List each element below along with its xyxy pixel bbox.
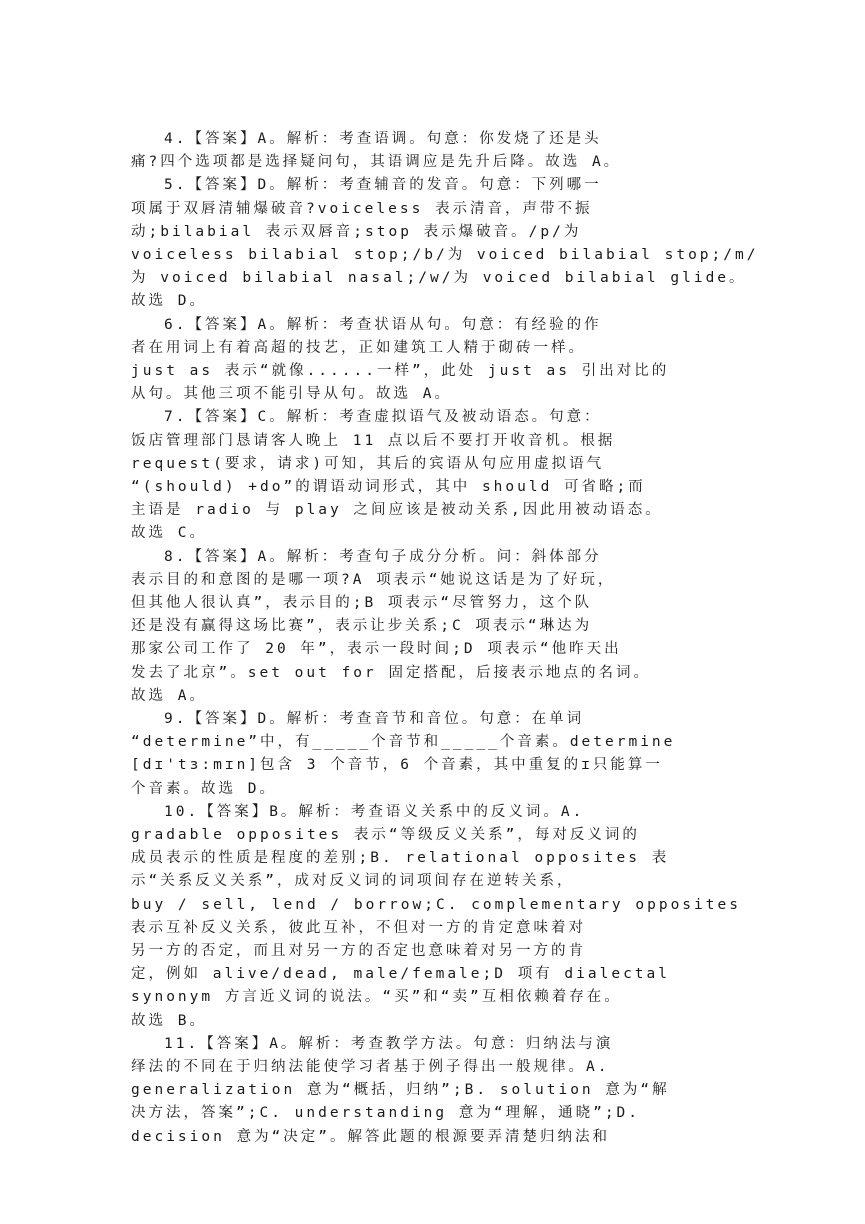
text-line: 示“关系反义关系”，成对反义词的词项间存在逆转关系， — [131, 873, 575, 890]
text-line: just as 表示“就像......一样”，此处 just as 引出对比的 — [131, 363, 670, 379]
text-line: generalization 意为“概括，归纳”;B. solution 意为“解 — [131, 1082, 670, 1099]
text-line: 决方法，答案”;C. understanding 意为“理解，通晓”;D. — [131, 1105, 641, 1122]
question-explanation-start: 9.【答案】D。解析：考查音节和音位。句意：在单词 — [164, 711, 585, 727]
text-line: 但其他人很认真”，表示目的;B 项表示“尽管努力，这个队 — [131, 595, 593, 611]
question-explanation-start: 6.【答案】A。解析：考查状语从句。句意：有经验的作 — [164, 316, 602, 333]
text-line: “determine”中，有_____个音节和_____个音素。determine — [131, 734, 676, 751]
text-line: 还是没有赢得这场比赛”，表示让步关系;C 项表示“琳达为 — [131, 618, 593, 635]
text-line: [dɪ'tɜ:mɪn]包含 3 个音节，6 个音素，其中重复的ɪ只能算一 — [131, 757, 663, 774]
question-explanation-start: 8.【答案】A。解析：考查句子成分分析。问：斜体部分 — [164, 548, 602, 565]
text-line: 主语是 radio 与 play 之间应该是被动关系,因此用被动语态。 — [131, 502, 663, 519]
text-line: 项属于双唇清辅爆破音?voiceless 表示清音，声带不振 — [131, 200, 593, 217]
text-line: 饭店管理部门恳请客人晚上 11 点以后不要打开收音机。根据 — [131, 432, 616, 449]
text-line: 成员表示的性质是程度的差别;B. relational opposites 表 — [131, 850, 670, 867]
text-line: “(should) +do”的谓语动词形式，其中 should 可省略;而 — [131, 479, 646, 495]
text-line: 故选 B。 — [131, 1012, 207, 1029]
text-line: 另一方的否定，而且对另一方的否定也意味着对另一方的肯 — [131, 943, 586, 959]
text-line: 那家公司工作了 20 年”，表示一段时间;D 项表示“他昨天出 — [131, 641, 622, 658]
text-line: 故选 C。 — [131, 525, 207, 542]
text-line: gradable opposites 表示“等级反义关系”，每对反义词的 — [131, 827, 640, 843]
text-line: request(要求，请求)可知，其后的宾语从句应用虚拟语气 — [131, 455, 605, 472]
text-line: buy / sell, lend / borrow;C. complementary opposites — [131, 896, 741, 913]
text-line: 故选 D。 — [131, 293, 207, 310]
text-line: 动;bilabial 表示双唇音;stop 表示爆破音。/p/为 — [131, 223, 582, 240]
text-line: 痛?四个选项都是选择疑问句，其语调应是先升后降。故选 A。 — [131, 154, 622, 171]
question-explanation-start: 4.【答案】A。解析：考查语调。句意：你发烧了还是头 — [164, 131, 602, 147]
question-explanation-start: 7.【答案】C。解析：考查虚拟语气及被动语态。句意： — [164, 409, 602, 426]
text-line: 者在用词上有着高超的技艺，正如建筑工人精于砌砖一样。 — [131, 339, 586, 356]
question-explanation-start: 10.【答案】B。解析：考查语义关系中的反义词。A. — [164, 803, 585, 820]
text-line: decision 意为“决定”。解答此题的根源要弄清楚归纳法和 — [131, 1128, 611, 1145]
text-line: 表示目的和意图的是哪一项?A 项表示“她说这话是为了好玩， — [131, 571, 616, 588]
text-line: 定，例如 alive/dead, male/female;D 项有 dialectal — [131, 966, 670, 983]
question-explanation-start: 5.【答案】D。解析：考查辅音的发音。句意：下列哪一 — [164, 177, 602, 194]
text-line: voiceless bilabial stop;/b/为 voiced bilabial stop;/m/ — [131, 247, 759, 263]
text-line: 表示互补反义关系，彼此互补，不但对一方的肯定意味着对 — [131, 919, 586, 936]
text-line: synonym 方言近义词的说法。“买”和“卖”互相依赖着存在。 — [131, 989, 622, 1006]
question-explanation-start: 11.【答案】A。解析：考查教学方法。句意：归纳法与演 — [164, 1035, 614, 1052]
text-line: 发去了北京”。set out for 固定搭配，后接表示地点的名词。 — [131, 664, 651, 681]
text-line: 为 voiced bilabial nasal;/w/为 voiced bilabial glide。 — [131, 270, 747, 287]
text-line: 个音素。故选 D。 — [131, 780, 277, 797]
text-line: 从句。其他三项不能引导从句。故选 A。 — [131, 386, 452, 403]
text-line: 绎法的不同在于归纳法能使学习者基于例子得出一般规律。A. — [131, 1059, 610, 1075]
text-line: 故选 A。 — [131, 687, 207, 704]
